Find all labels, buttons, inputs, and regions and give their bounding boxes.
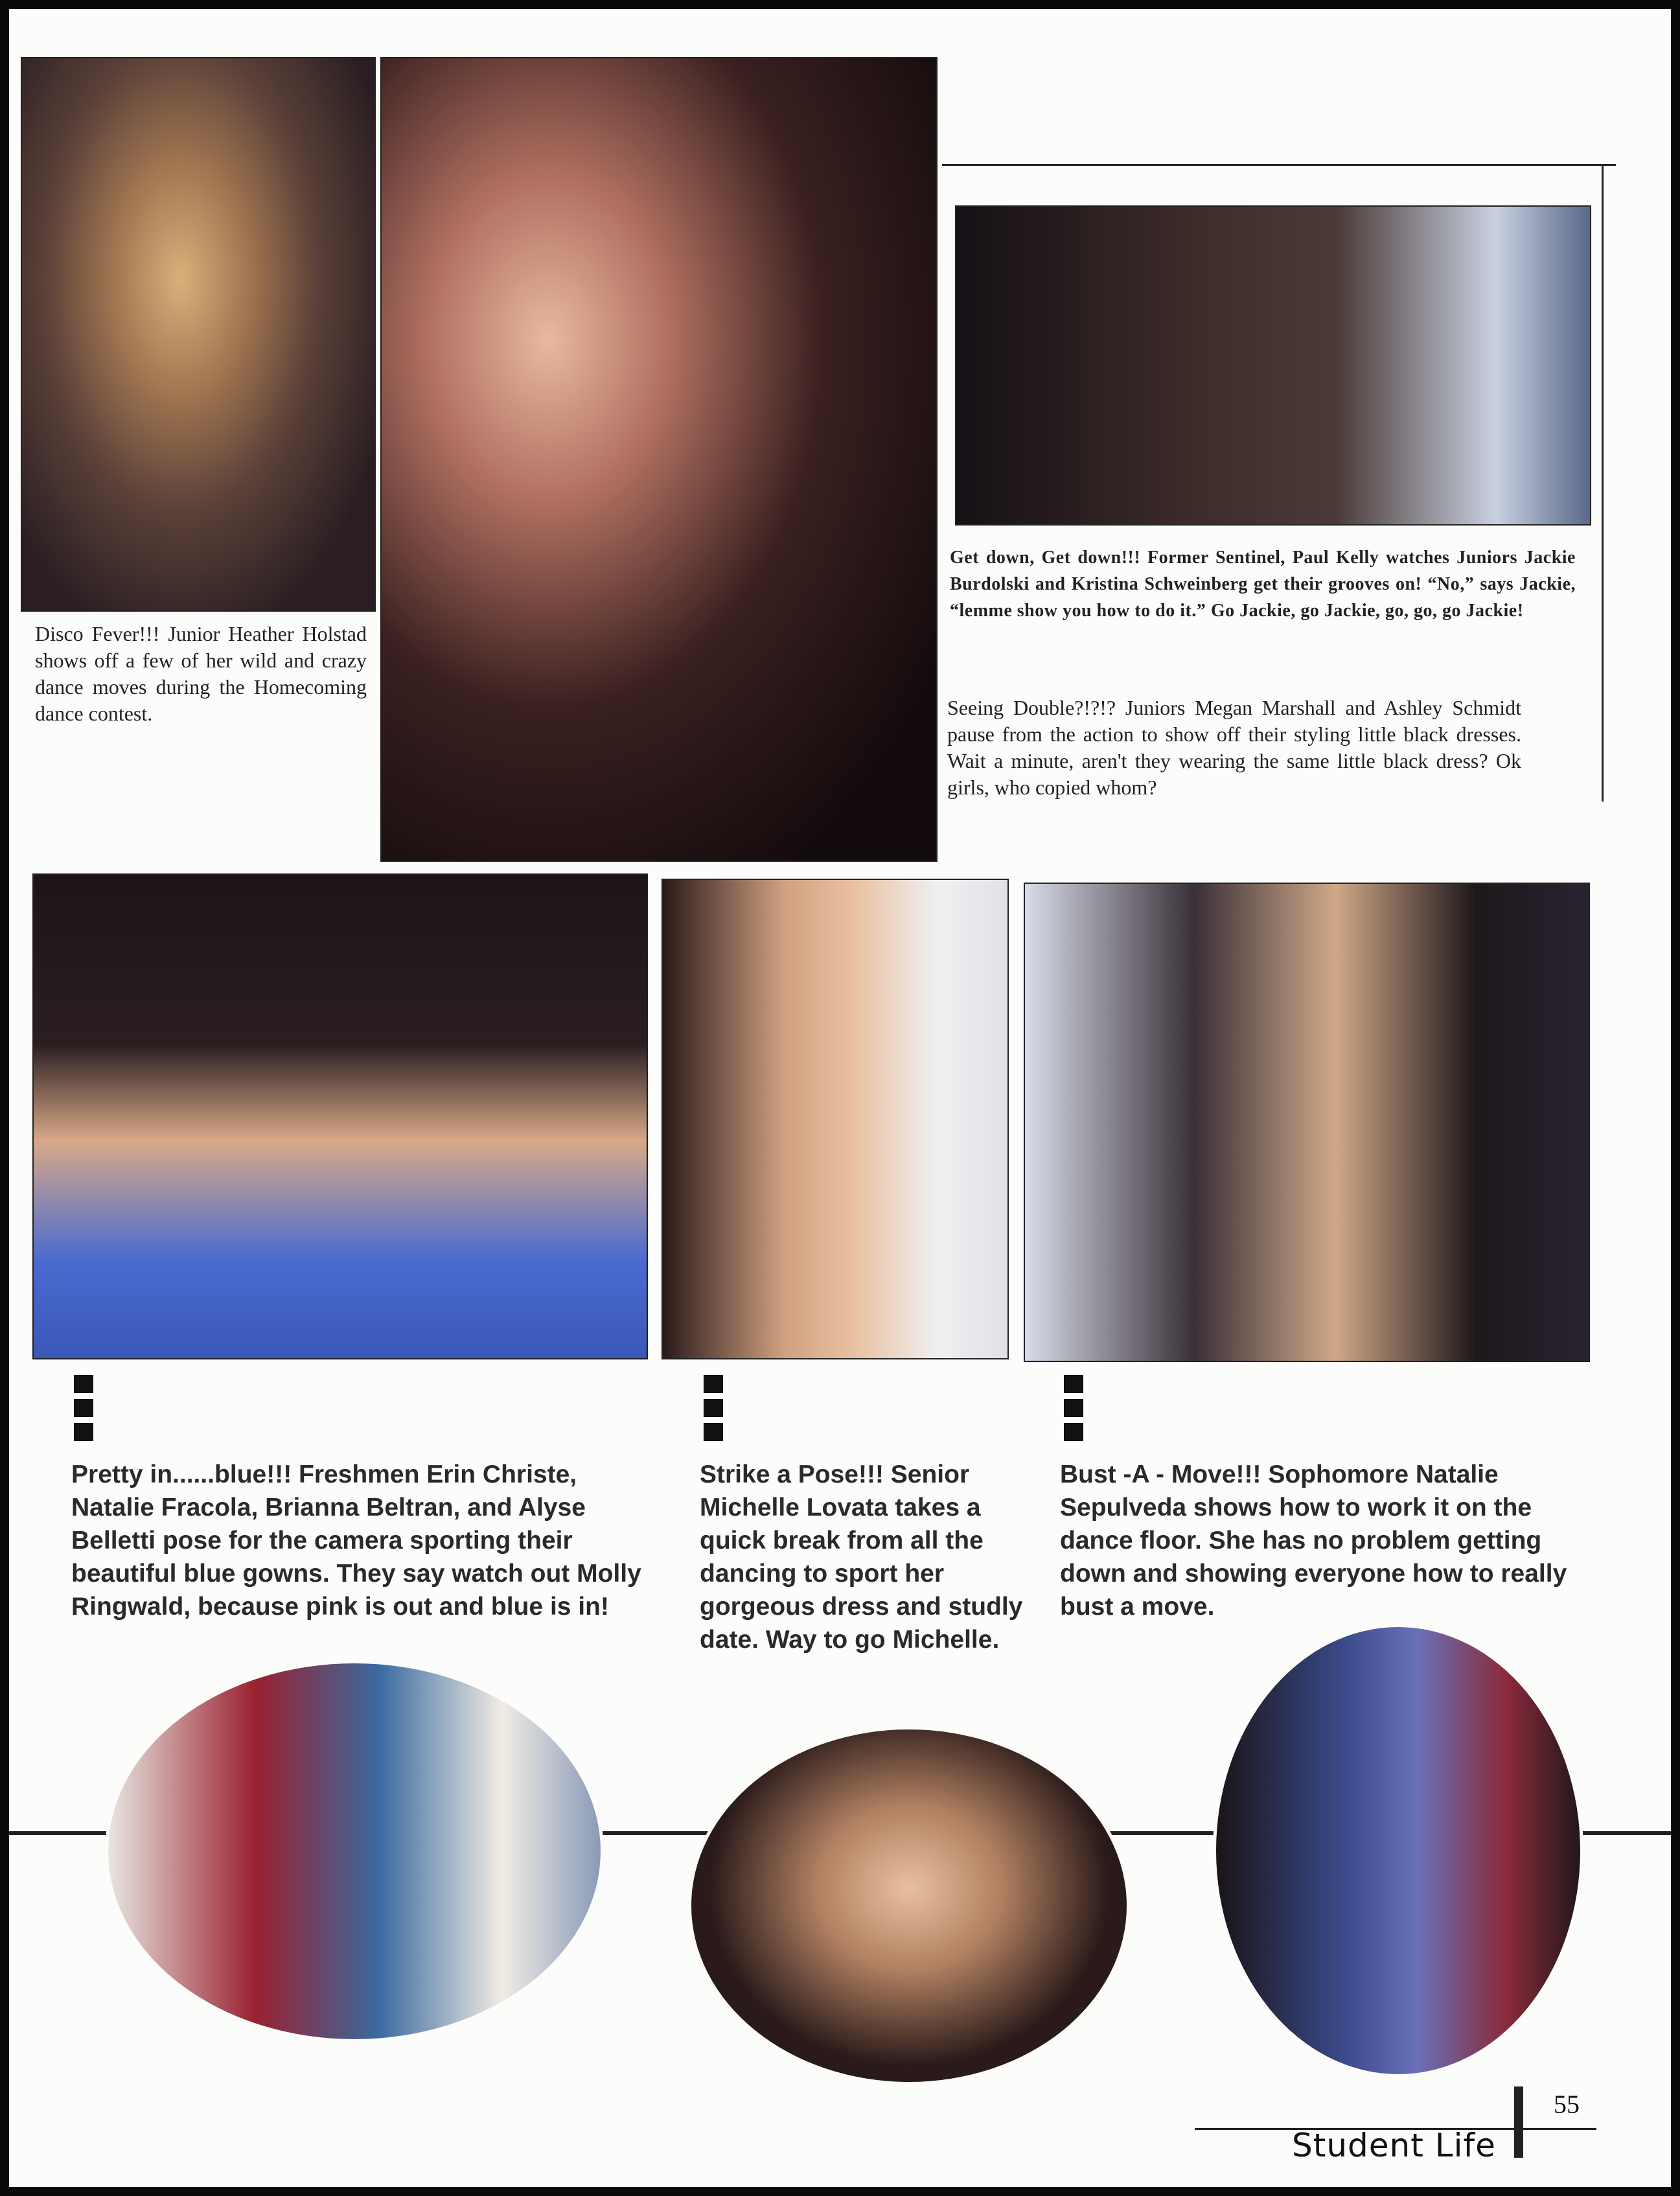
photo-oval-hallway [105, 1660, 604, 2042]
caption-pretty-in-blue: Pretty in......blue!!! Freshmen Erin Christe, Natalie Fracola, Brianna Beltran, and Alyse Belletti pose for the camera sporting their beautiful blue gowns. They say watch out Molly Ringwald, because pink is out and blue is in! [71, 1461, 641, 1621]
caption-marker-pose [704, 1375, 723, 1447]
caption-strike-a-pose: Strike a Pose!!! Senior Michelle Lovata takes a quick break from all the dancing to sport her gorgeous dress and studly date. Way to go Michelle. [700, 1461, 1023, 1654]
photo-get-down [955, 205, 1591, 526]
caption-marker-blue [74, 1375, 93, 1447]
photo-oval-dance-floor [1213, 1624, 1583, 2077]
photo-strike-a-pose [662, 879, 1009, 1359]
page-number: 55 [1554, 2090, 1580, 2119]
frame-line-right [1602, 164, 1604, 802]
caption-marker-move [1064, 1375, 1083, 1447]
caption-get-down: Get down, Get down!!! Former Sentinel, Paul Kelly watches Juniors Jackie Burdolski and Kristina Schweinberg get their grooves on! “No,” says Jackie, “lemme show you how to do it.” Go Jackie, go Jackie, go, go, go Jackie! [950, 548, 1576, 621]
photo-pretty-in-blue [32, 873, 648, 1359]
caption-seeing-double: Seeing Double?!?!? Juniors Megan Marshall and Ashley Schmidt pause from the action to show off their styling little black dresses. Wait a minute, aren't they wearing the same little black dress? Ok girls, who copied whom? [947, 696, 1521, 799]
photo-disco-fever [21, 57, 376, 612]
yearbook-page [9, 9, 1671, 2187]
photo-oval-couple [688, 1726, 1130, 2085]
frame-line-top [942, 164, 1616, 166]
caption-disco-fever: Disco Fever!!! Junior Heather Holstad shows off a few of her wild and crazy dance moves during the Homecoming dance contest. [35, 622, 367, 725]
photo-seeing-double [380, 57, 938, 862]
photo-bust-a-move [1024, 883, 1590, 1362]
footer-bar [1514, 2086, 1523, 2158]
section-label: Student Life [1292, 2127, 1496, 2164]
caption-bust-a-move: Bust -A - Move!!! Sophomore Natalie Sepulveda shows how to work it on the dance floor. She has no problem getting down and showing everyone how to really bust a move. [1060, 1461, 1567, 1621]
